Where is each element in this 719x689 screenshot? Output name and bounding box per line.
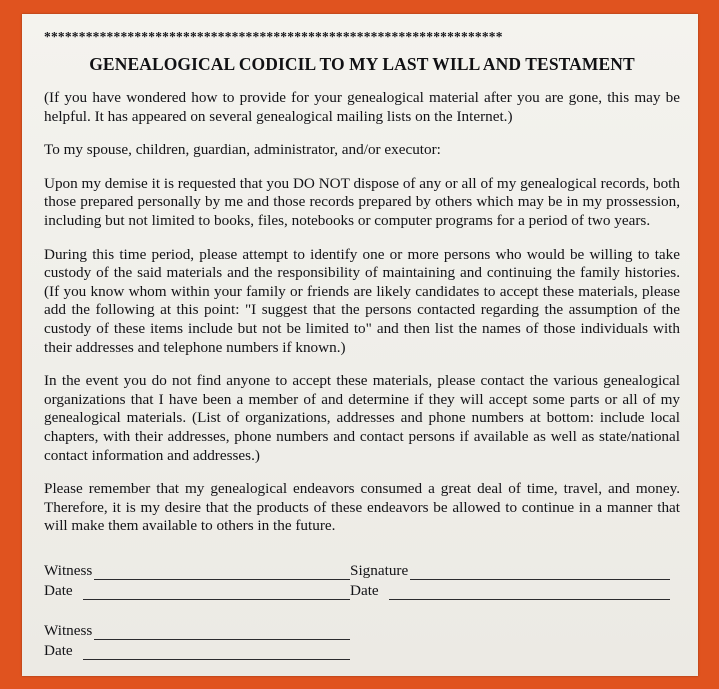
witness-label-1: Witness <box>44 561 93 579</box>
signature-label: Signature <box>350 561 409 579</box>
signature-line[interactable] <box>410 565 670 580</box>
date-line-1[interactable] <box>83 585 350 600</box>
paragraph-salutation: To my spouse, children, guardian, administrator, and/or executor: <box>44 141 441 159</box>
signature-row-1 <box>44 562 680 580</box>
witness-field-1[interactable] <box>44 562 350 580</box>
witness-label-2: Witness <box>44 621 93 639</box>
paragraph-identify-custodian: During this time period, please attempt to identify one or more persons who would be willing to take custody of the said materials and the responsibility of maintaining and continuing the family histories. (If you know whom within your family or friends are likely candidates to accept these materials, please add the following at this point: "I suggest that the persons contacted regarding the assumption of the custody of these items include but not be limited to" and then list the names of those individuals with their addresses and telephone numbers if known.) <box>44 245 680 356</box>
date-label-2: Date <box>350 581 379 599</box>
star-divider-top: ****************************************************************** <box>44 30 503 44</box>
paragraph-closing-request: Please remember that my genealogical endeavors consumed a great deal of time, travel, and money. Therefore, it is my desire that the products of these endeavors be allowed to continue in a manner that will make them available to others in the future. <box>44 480 680 535</box>
date-label-3: Date <box>44 641 73 659</box>
witness-field-2[interactable] <box>44 622 350 640</box>
paragraph-do-not-dispose: Upon my demise it is requested that you DO NOT dispose of any or all of my genealogical records, both those prepared personally by me and those records prepared by others which may be in my prossession, including but not limited to books, files, notebooks or computer programs for a period of two years. <box>44 174 680 229</box>
paragraph-intro-note: (If you have wondered how to provide for your genealogical material after you are gone, this may be helpful. It has appeared on several genealogical mailing lists on the Internet.) <box>44 89 680 125</box>
date-row-1 <box>44 582 680 600</box>
witness-line-1[interactable] <box>94 565 350 580</box>
date-label-1: Date <box>44 581 73 599</box>
signature-spacer <box>44 602 680 622</box>
document-paper <box>22 14 698 676</box>
paragraph-contact-organizations: In the event you do not find anyone to accept these materials, please contact the various genealogical organizations that I have been a member of and determine if they will accept some parts or all of my genealogical materials. (List of organizations, addresses and phone numbers at bottom: include local chapters, with their addresses, phone numbers and contact persons if available as well as state/national contact information and addresses.) <box>44 372 680 464</box>
date-field-signature-side[interactable] <box>350 582 670 600</box>
date-field-2[interactable] <box>44 642 350 660</box>
witness-line-2[interactable] <box>94 625 350 640</box>
date-field-1[interactable] <box>44 582 350 600</box>
signature-field[interactable] <box>350 562 670 580</box>
signature-row-2 <box>44 622 680 640</box>
date-row-2 <box>44 642 680 660</box>
signature-block <box>44 562 680 660</box>
date-line-2[interactable] <box>389 585 670 600</box>
date-line-3[interactable] <box>83 645 350 660</box>
document-page-wrapper <box>22 14 698 676</box>
page-title: GENEALOGICAL CODICIL TO MY LAST WILL AND TESTAMENT <box>89 54 635 74</box>
document-body <box>44 30 680 662</box>
